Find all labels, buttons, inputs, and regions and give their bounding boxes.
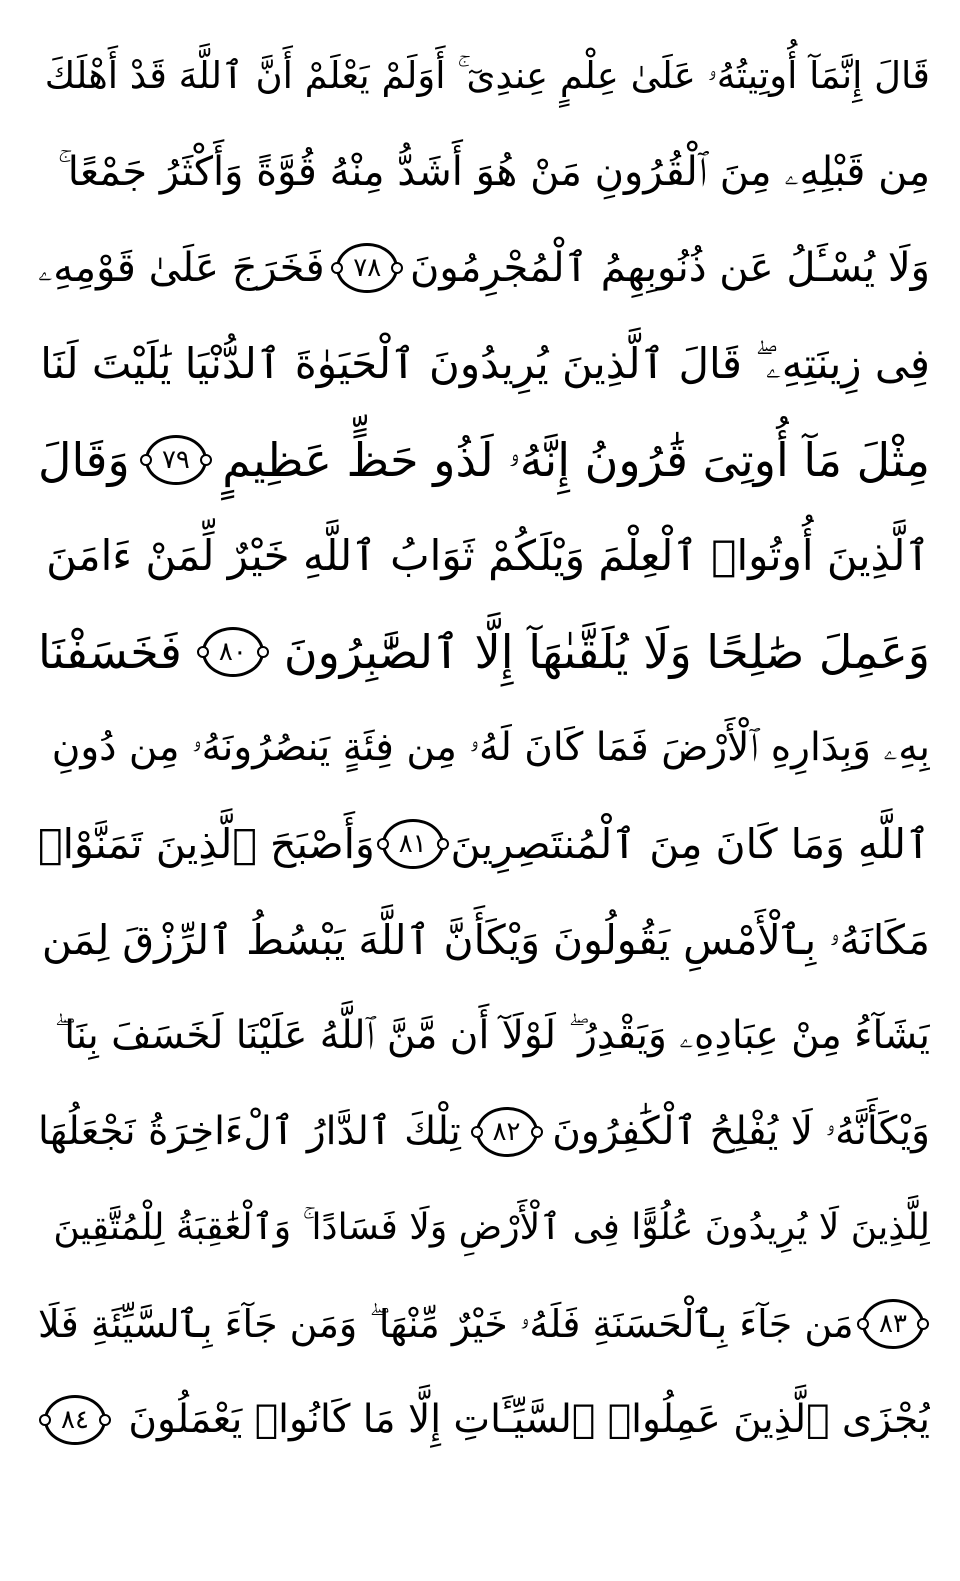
text-line — [38, 220, 930, 316]
verse-text: فَخَرَجَ عَلَىٰ قَوْمِهِۦ — [38, 245, 325, 291]
ayah-number-marker: ٨٢ — [476, 1107, 538, 1157]
text-line — [38, 508, 930, 604]
verse-text: ٱلَّذِينَ أُوتُوا۟ ٱلْعِلْمَ وَيْلَكُمْ ثَوَابُ ٱللَّهِ خَيْرٌ لِّمَنْ ءَامَنَ — [46, 531, 930, 580]
verse-text: يُجْزَى ٱلَّذِينَ عَمِلُوا۟ ٱلسَّيِّـَٔاتِ إِلَّا مَا كَانُوا۟ يَعْمَلُونَ — [128, 1397, 930, 1442]
text-line — [38, 892, 930, 988]
text-line — [38, 1276, 930, 1372]
verse-text: فَخَسَفْنَا — [38, 625, 182, 679]
ayah-number-marker: ٨٣ — [862, 1299, 924, 1349]
text-line — [38, 316, 930, 412]
ayah-number-marker: ٨١ — [382, 819, 444, 869]
verse-text: مِثْلَ مَآ أُوتِىَ قَٰرُونُ إِنَّهُۥ لَذُو حَظٍّ عَظِيمٍ — [222, 433, 930, 487]
ayah-number-marker: ٧٩ — [145, 435, 207, 485]
ayah-number-marker: ٨٠ — [202, 627, 264, 677]
verse-text: وَيْكَأَنَّهُۥ لَا يُفْلِحُ ٱلْكَٰفِرُونَ — [552, 1109, 930, 1154]
verse-text: قَالَ إِنَّمَآ أُوتِيتُهُۥ عَلَىٰ عِلْمٍ عِندِىٓ ۚ أَوَلَمْ يَعْلَمْ أَنَّ ٱللَّهَ قَدْ أَهْلَكَ — [44, 54, 930, 97]
verse-text: مِن قَبْلِهِۦ مِنَ ٱلْقُرُونِ مَنْ هُوَ أَشَدُّ مِنْهُ قُوَّةً وَأَكْثَرُ جَمْعًا ۚ — [57, 149, 930, 195]
quran-text-block — [38, 28, 930, 1468]
verse-text: مَن جَآءَ بِٱلْحَسَنَةِ فَلَهُۥ خَيْرٌ مِّنْهَا ۖ وَمَن جَآءَ بِٱلسَّيِّئَةِ فَلَا — [38, 1302, 854, 1346]
verse-text: وَلَا يُسْـَٔلُ عَن ذُنُوبِهِمُ ٱلْمُجْرِمُونَ — [409, 245, 930, 291]
text-line — [38, 988, 930, 1084]
verse-text: وَعَمِلَ صَٰلِحًا وَلَا يُلَقَّىٰهَآ إِلَّا ٱلصَّٰبِرُونَ — [283, 625, 930, 679]
ayah-number-marker: ٨٤ — [44, 1395, 106, 1445]
text-line — [38, 28, 930, 124]
verse-text: مَكَانَهُۥ بِٱلْأَمْسِ يَقُولُونَ وَيْكَأَنَّ ٱللَّهَ يَبْسُطُ ٱلرِّزْقَ لِمَن — [41, 916, 930, 964]
text-line — [38, 124, 930, 220]
text-line — [38, 412, 930, 508]
verse-text: فِى زِينَتِهِۦ ۖ قَالَ ٱلَّذِينَ يُرِيدُونَ ٱلْحَيَوٰةَ ٱلدُّنْيَا يَٰلَيْتَ لَنَا — [40, 339, 930, 388]
verse-text: تِلْكَ ٱلدَّارُ ٱلْءَاخِرَةُ نَجْعَلُهَا — [38, 1109, 461, 1154]
text-line — [38, 1084, 930, 1180]
text-line — [38, 1180, 930, 1276]
text-line — [38, 796, 930, 892]
verse-text: ٱللَّهِ وَمَا كَانَ مِنَ ٱلْمُنتَصِرِينَ — [450, 820, 930, 868]
verse-text: بِهِۦ وَبِدَارِهِ ٱلْأَرْضَ فَمَا كَانَ لَهُۥ مِن فِئَةٍ يَنصُرُونَهُۥ مِن دُونِ — [51, 725, 930, 770]
text-line — [38, 1372, 930, 1468]
verse-text: لِلَّذِينَ لَا يُرِيدُونَ عُلُوًّا فِى ٱلْأَرْضِ وَلَا فَسَادًا ۚ وَٱلْعَٰقِبَةُ لِلْمُتَّقِينَ — [53, 1207, 930, 1248]
text-line — [38, 604, 930, 700]
verse-text: وَقَالَ — [38, 433, 130, 487]
verse-text: وَأَصْبَحَ ٱلَّذِينَ تَمَنَّوْا۟ — [38, 820, 375, 868]
ayah-number-marker: ٧٨ — [336, 243, 398, 293]
text-line — [38, 700, 930, 796]
verse-text: يَشَآءُ مِنْ عِبَادِهِۦ وَيَقْدِرُ ۖ لَوْلَآ أَن مَّنَّ ٱللَّهُ عَلَيْنَا لَخَسَفَ بِنَا ۖ — [54, 1013, 930, 1058]
